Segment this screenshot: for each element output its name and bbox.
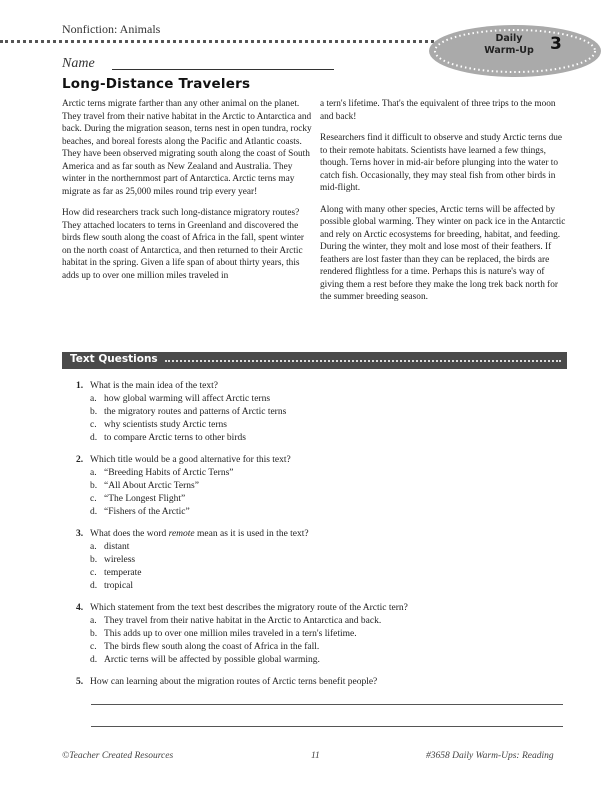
answer-option[interactable] [76, 406, 566, 419]
option-letter: c. [90, 642, 97, 652]
article-paragraph: How did researchers track such long-distance migratory routes? They attached locaters to terns in Greenland and discovered the birds flew south along the coast of Africa in the fall, spent winter on the north coast of Antarctica, and then returned to their Arctic habitat in the spring. Given a life span of about thirty years, this adds up to over one million miles traveled in [62, 208, 304, 281]
question-number: 3. [76, 529, 84, 539]
option-letter: d. [90, 433, 98, 443]
answer-option[interactable] [76, 567, 566, 580]
question-number: 2. [76, 455, 84, 465]
option-text: why scientists study Arctic terns [104, 420, 227, 430]
question-text-after: mean as it is used in the text? [194, 529, 309, 539]
option-text: Arctic terns will be affected by possible global warming. [104, 655, 320, 665]
article-paragraph: Researchers find it difficult to observe and study Arctic terns due to their remote habitats. Scientists have learned a few things, though. Terns hover in mid-air before plunging into the water to catch fish. Occasionally, they may steal fish from other birds in mid-flight. [320, 133, 562, 193]
answer-line[interactable] [91, 726, 563, 727]
question-1 [76, 380, 566, 445]
option-letter: b. [90, 481, 98, 491]
option-letter: a. [90, 394, 97, 404]
category-label: Nonfiction: Animals [62, 22, 161, 36]
option-text: They travel from their native habitat in the Arctic to Antarctica and back. [104, 616, 382, 626]
option-letter: b. [90, 555, 98, 565]
option-letter: b. [90, 407, 98, 417]
option-letter: d. [90, 507, 98, 517]
badge-line-1: Daily [495, 33, 523, 44]
option-letter: a. [90, 542, 97, 552]
name-write-line[interactable] [112, 69, 334, 70]
option-text: wireless [104, 555, 136, 565]
question-number: 5. [76, 677, 84, 687]
answer-option[interactable] [76, 393, 566, 406]
option-letter: c. [90, 420, 97, 430]
option-text: “The Longest Flight” [104, 494, 186, 504]
answer-line[interactable] [91, 704, 563, 705]
badge-number: 3 [550, 34, 562, 54]
answer-option[interactable] [76, 641, 566, 654]
answer-option[interactable] [76, 467, 566, 480]
badge-line-2: Warm-Up [484, 45, 534, 56]
question-2 [76, 454, 566, 519]
option-letter: b. [90, 629, 98, 639]
answer-option[interactable] [76, 419, 566, 432]
question-text: What is the main idea of the text? [90, 381, 218, 391]
question-number: 1. [76, 381, 84, 391]
option-text: This adds up to over one million miles traveled in a tern's lifetime. [104, 629, 357, 639]
option-text: to compare Arctic terns to other birds [104, 433, 246, 443]
answer-option[interactable] [76, 554, 566, 567]
option-text: the migratory routes and patterns of Arctic terns [104, 407, 287, 417]
answer-option[interactable] [76, 506, 566, 519]
footer-page-number: 11 [311, 751, 320, 761]
question-3 [76, 528, 566, 593]
answer-option[interactable] [76, 493, 566, 506]
answer-option[interactable] [76, 628, 566, 641]
article-column-left [62, 98, 312, 291]
article-paragraph: Arctic terns migrate farther than any other animal on the planet. They travel from their native habitat in the Arctic to Antarctica and back. During the migration season, terns nest in open tundra, rocky beaches, and boreal forests along the Pacific and Atlantic coasts. They have been observed migrating south along the coast of South America and as far south as New Zealand and Australia. They winter in the northernmost part of Antarctica. Arctic terns may migrate as far as 25,000 miles round trip every year! [62, 99, 312, 197]
option-letter: d. [90, 581, 98, 591]
option-text: The birds flew south along the coast of Africa in the fall. [104, 642, 320, 652]
answer-option[interactable] [76, 615, 566, 628]
article-paragraph: a tern's lifetime. That's the equivalent of three trips to the moon and back! [320, 99, 556, 122]
article-column-right [320, 98, 568, 313]
answer-option[interactable] [76, 580, 566, 593]
article-title: Long-Distance Travelers [62, 76, 251, 92]
article-paragraph: Along with many other species, Arctic terns will be affected by possible global warming. They winter on pack ice in the Antarctic and rely on Arctic ecosystems for breeding, habitat, and feeding. During the winter, they molt and lose most of their feathers. If feathers are lost faster than they can be replaced, the birds are rendered flightless for a time. Perhaps this is nature's way of giving them a rest before they make the long trek back north for the summer breeding season. [320, 204, 566, 302]
option-text: how global warming will affect Arctic terns [104, 394, 271, 404]
answer-option[interactable] [76, 654, 566, 667]
answer-option[interactable] [76, 541, 566, 554]
option-text: “All About Arctic Terns” [104, 481, 199, 491]
option-text: distant [104, 542, 130, 552]
questions-header-dots [165, 360, 561, 362]
option-letter: a. [90, 468, 97, 478]
badge-label [474, 33, 544, 57]
option-letter: c. [90, 568, 97, 578]
question-text-emphasis: remote [168, 529, 195, 539]
option-text: temperate [104, 568, 142, 578]
question-4 [76, 602, 566, 667]
answer-option[interactable] [76, 480, 566, 493]
option-letter: d. [90, 655, 98, 665]
name-label: Name [62, 56, 95, 71]
question-text-before: What does the word [90, 529, 169, 539]
question-number: 4. [76, 603, 84, 613]
question-text: Which statement from the text best describes the migratory route of the Arctic tern? [90, 603, 408, 613]
questions-header: Text Questions [70, 353, 158, 365]
footer-book-title: #3658 Daily Warm-Ups: Reading [426, 751, 554, 761]
question-text: How can learning about the migration routes of Arctic terns benefit people? [90, 677, 378, 687]
option-letter: a. [90, 616, 97, 626]
option-letter: c. [90, 494, 97, 504]
question-5 [76, 676, 566, 689]
footer-copyright: ©Teacher Created Resources [62, 751, 174, 761]
option-text: “Fishers of the Arctic” [104, 507, 190, 517]
option-text: tropical [104, 581, 134, 591]
answer-option[interactable] [76, 432, 566, 445]
header-dotted-divider [0, 40, 440, 43]
question-text: Which title would be a good alternative for this text? [90, 455, 291, 465]
option-text: “Breeding Habits of Arctic Terns” [104, 468, 234, 478]
